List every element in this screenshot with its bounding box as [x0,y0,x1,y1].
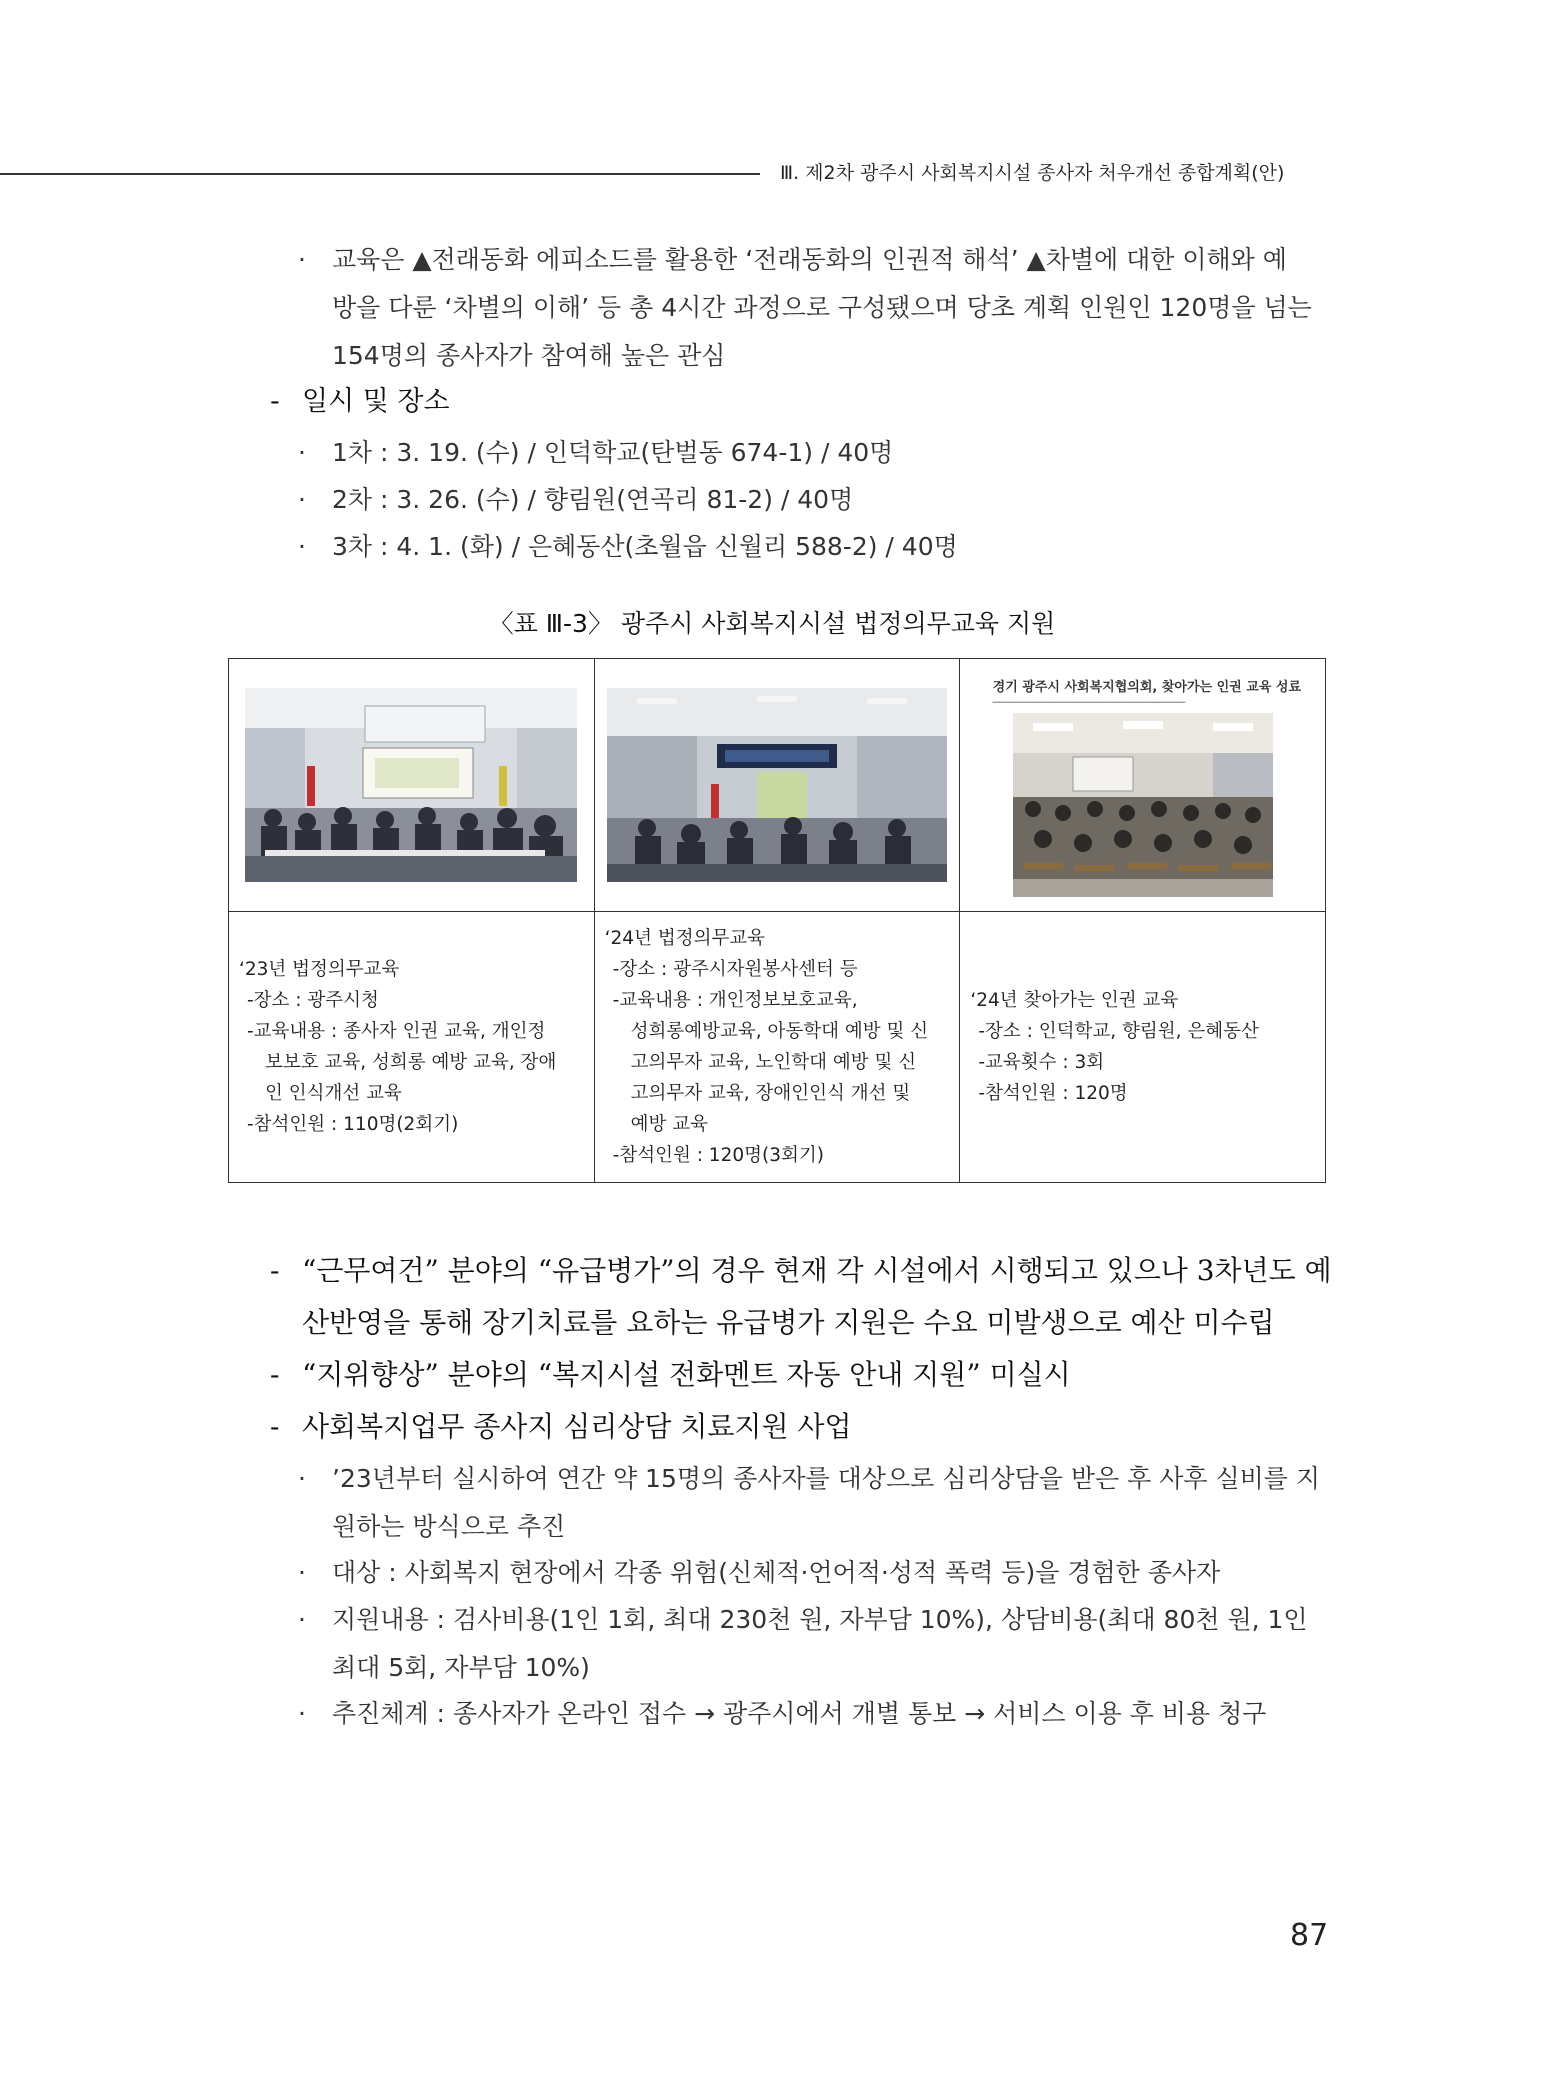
schedule-item-1: · 1차 : 3. 19. (수) / 인덕학교(탄벌동 674-1) / 40명 [298,429,893,477]
schedule-heading: - 일시 및 장소 [270,376,450,428]
photo-cell-2 [594,659,960,912]
table-caption: 〈표 Ⅲ-3〉 광주시 사회복지시설 법정의무교육 지원 [488,609,1056,638]
dash-mark: - [270,1410,280,1443]
running-header: Ⅲ. 제2차 광주시 사회복지시설 종사자 처우개선 종합계획(안) [780,162,1285,184]
intro-line-3: 154명의 종사자가 참여해 높은 관심 [332,341,726,370]
intro-bullet [298,236,1312,380]
page-number: 87 [1290,1918,1329,1953]
counsel-bullet-2: · 대상 : 사회복지 현장에서 각종 위험(신체적·언어적·성적 폭력 등)을 경험한 종사자 [298,1549,1220,1597]
bullet-mark: · [298,1699,306,1728]
bullet-mark: · [298,245,306,274]
bullet-mark: · [298,1558,306,1587]
point-phone-message: - “지위향상” 분야의 “복지시설 전화멘트 자동 안내 지원” 미실시 [270,1349,1071,1401]
seminar-photo-2023 [245,688,577,882]
desc-cell-2024: ‘24년 법정의무교육 -장소 : 광주시자원봉사센터 등 -교육내용 : 개인정보보호교육, 성희롱예방교육, 아동학대 예방 및 신 고의무자 교육, 노인학대 예방 및 신 고의무자 교육, 장애인인식 개선 및 예방 교육 -참석인원 : 120명(3회기) [594,912,960,1183]
desc-cell-visiting: ‘24년 찾아가는 인권 교육 -장소 : 인덕학교, 향림원, 은혜동산 -교육횟수 : 3회 -참석인원 : 120명 [960,912,1326,1183]
bullet-mark: · [298,1464,306,1493]
schedule-item-2: · 2차 : 3. 26. (수) / 향림원(연곡리 81-2) / 40명 [298,476,853,524]
photo-cell-3 [960,659,1326,912]
counsel-bullet-1: · ’23년부터 실시하여 연간 약 15명의 종사자를 대상으로 심리상담을 받은 후 사후 실비를 지 원하는 방식으로 추진 [298,1455,1320,1551]
bullet-mark: · [298,485,306,514]
dash-mark: - [270,386,280,417]
desc-cell-2023: ‘23년 법정의무교육 -장소 : 광주시청 -교육내용 : 종사자 인권 교육, 개인정 보보호 교육, 성희롱 예방 교육, 장애 인 인식개선 교육 -참석인원 : 110명(2회기) [229,912,595,1183]
bullet-mark: · [298,1605,306,1634]
point-paid-sick-leave: - “근무여건” 분야의 “유급병가”의 경우 현재 각 시설에서 시행되고 있으나 3차년도 예 산반영을 통해 장기치료를 요하는 유급병가 지원은 수요 미발생으로 예산 미수립 [270,1245,1332,1349]
intro-line-2: 방을 다룬 ‘차별의 이해’ 등 총 4시간 과정으로 구성됐으며 당초 계획 인원인 120명을 넘는 [332,293,1312,322]
dash-mark: - [270,1358,280,1391]
seminar-photo-2024 [607,688,947,882]
intro-line-1: 교육은 ▲전래동화 에피소드를 활용한 ‘전래동화의 인권적 해석’ ▲차별에 대한 이해와 예 [332,245,1287,274]
news-article-meta: ━━━━━━━━━━━━━━━━━━━━━━━━━━━━━━━━━━━━━━━━ [992,698,1186,707]
dash-mark: - [270,1254,280,1287]
counsel-bullet-4: · 추진체계 : 종사자가 온라인 접수 → 광주시에서 개별 통보 → 서비스 이용 후 비용 청구 [298,1690,1266,1738]
news-article-title: 경기 광주시 사회복지협의회, 찾아가는 인권 교육 성료 [992,680,1302,695]
point-counseling-program: - 사회복지업무 종사지 심리상담 치료지원 사업 [270,1401,852,1453]
schedule-item-3: · 3차 : 4. 1. (화) / 은혜동산(초월읍 신월리 588-2) / 40명 [298,523,958,571]
counsel-bullet-3: · 지원내용 : 검사비용(1인 1회, 최대 230천 원, 자부담 10%), 상담비용(최대 80천 원, 1인 최대 5회, 자부담 10%) [298,1596,1308,1692]
news-article-image [975,672,1311,898]
education-table [228,658,1326,1183]
bullet-mark: · [298,532,306,561]
bullet-mark: · [298,438,306,467]
photo-cell-1 [229,659,595,912]
header-rule [0,173,760,175]
